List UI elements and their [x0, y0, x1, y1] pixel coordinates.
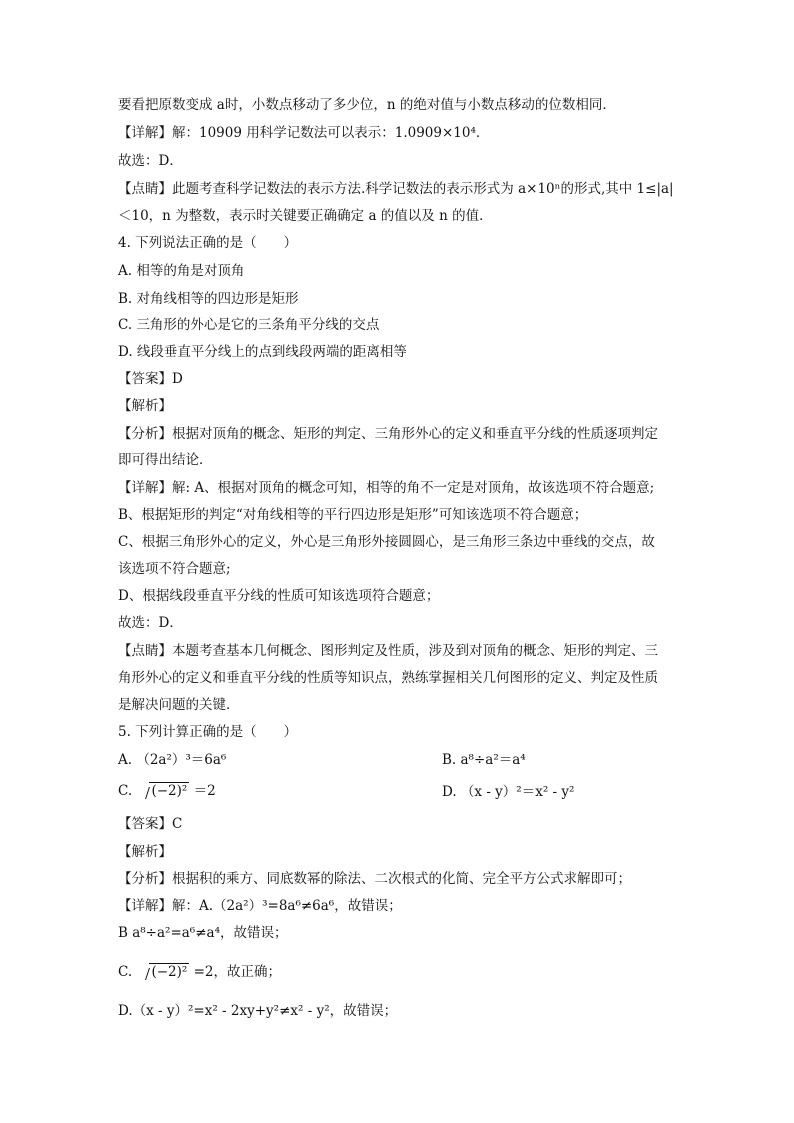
text-line: 【点睛】此题考查科学记数法的表示方法.科学记数法的表示形式为 a×10ⁿ的形式,其中 1≤|a| — [118, 181, 674, 197]
analysis-label: 【解析】 — [118, 844, 172, 860]
solution-a: 【详解】解：A.（2a²）³=8a⁶≠6a⁶，故错误； — [118, 898, 402, 914]
q5-option-a: A. （2a²）³＝6a⁶ — [118, 752, 227, 768]
solution-d: D.（x - y）²=x² - 2xy+y²≠x² - y²，故错误； — [118, 1003, 398, 1019]
text-line: B、根据矩形的判定“对角线相等的平行四边形是矩形”可知该选项不符合题意； — [118, 507, 588, 523]
q5-option-d: D. （x - y）²＝x² - y² — [442, 784, 575, 800]
analysis-label: 【解析】 — [118, 398, 172, 414]
radicand: (−2)² — [151, 964, 188, 980]
expression-tail: =2，故正确； — [193, 964, 281, 980]
q5-option-b: B. a⁸÷a²＝a⁴ — [442, 752, 526, 768]
q5-option-c — [118, 782, 216, 800]
text-line: ＜10，n 为整数，表示时关键要正确确定 a 的值以及 n 的值． — [118, 208, 493, 224]
text-line: 故选：D． — [118, 615, 183, 631]
solution-label: C. — [118, 964, 133, 980]
text-line: 要看把原数变成 a时，小数点移动了多少位，n 的绝对值与小数点移动的位数相同． — [118, 97, 616, 113]
solution-b: B a⁸÷a²=a⁶≠a⁴，故错误； — [118, 925, 288, 941]
text-line: 是解决问题的关键． — [118, 697, 240, 713]
solution-c — [118, 963, 678, 981]
text-line: D、根据线段垂直平分线的性质可知该选项符合题意； — [118, 588, 440, 604]
text-line: 角形外心的定义和垂直平分线的性质等知识点，熟练掌握相关几何图形的定义、判定及性质 — [118, 670, 658, 686]
text-line: C、根据三角形外心的定义，外心是三角形外接圆圆心，是三角形三条边中垂线的交点，故 — [118, 534, 655, 550]
text-line: 【详解】解: A、根据对顶角的概念可知，相等的角不一定是对顶角，故该选项不符合题意; — [118, 480, 655, 496]
expression-tail: ＝2 — [193, 783, 216, 799]
question-4: 4. 下列说法正确的是（ ） — [118, 235, 298, 251]
question-5: 5. 下列计算正确的是（ ） — [118, 724, 298, 740]
text-line: 即可得出结论． — [118, 452, 213, 468]
radicand: (−2)² — [151, 783, 188, 799]
sqrt-expression — [139, 782, 189, 800]
text-line: 【分析】根据积的乘方、同底数幂的除法、二次根式的化简、完全平方公式求解即可； — [118, 871, 631, 887]
option-a: A. 相等的角是对顶角 — [118, 263, 245, 279]
text-line: 故选：D． — [118, 153, 183, 169]
sqrt-expression — [139, 963, 189, 981]
option-d: D. 线段垂直平分线上的点到线段两端的距离相等 — [118, 344, 407, 360]
option-c: C. 三角形的外心是它的三条角平分线的交点 — [118, 317, 380, 333]
text-line: 【点睛】本题考查基本几何概念、图形判定及性质，涉及到对顶角的概念、矩形的判定、三 — [118, 643, 658, 659]
option-label: C. — [118, 783, 133, 799]
text-line: 【分析】根据对顶角的概念、矩形的判定、三角形外心的定义和垂直平分线的性质逐项判定 — [118, 426, 658, 442]
answer-label: 【答案】C — [118, 816, 183, 832]
text-line: 该选项不符合题意; — [118, 561, 231, 577]
text-line: 【详解】解：10909 用科学记数法可以表示：1.0909×10⁴． — [118, 125, 490, 141]
option-b: B. 对角线相等的四边形是矩形 — [118, 291, 299, 307]
answer-label: 【答案】D — [118, 371, 183, 387]
